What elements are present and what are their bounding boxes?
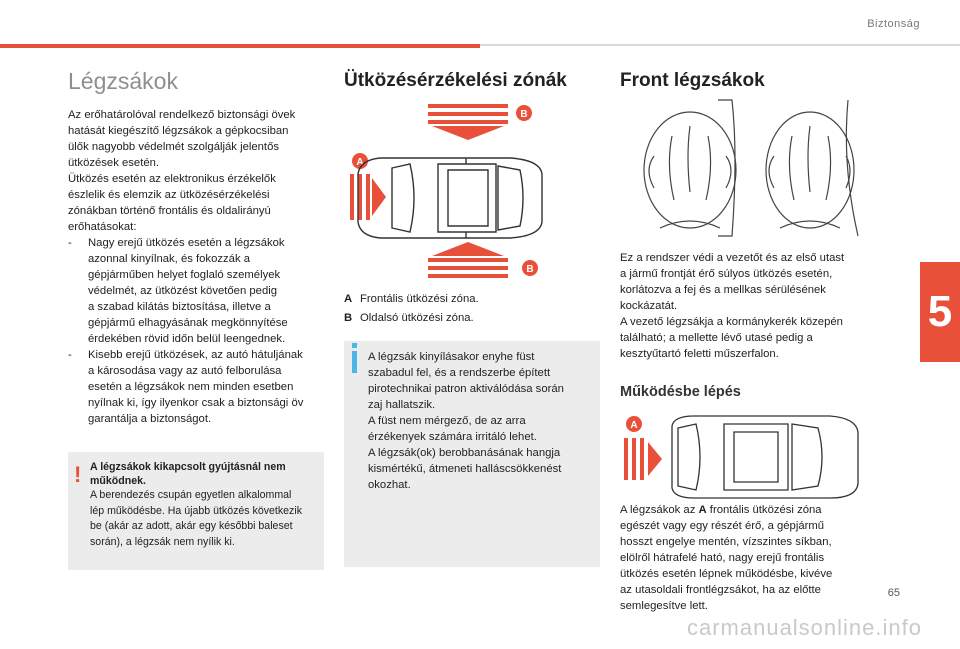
- activation-description: A légzsákok az A frontális ütközési zóna egészét vagy egy részét érő, a gépjármű hosszt engelye mentén, vízszintes síkban, elölről hátrafelé ható, nagy erejű frontális ütközés esetén lépnek működésbe, kivéve az utasoldali frontlégzsákot, ha az előtte semlegesítve lett.: [620, 504, 833, 612]
- diagram-legend: [344, 290, 479, 328]
- page-title: Légzsákok: [68, 68, 178, 94]
- impact-zones-diagram: [348, 104, 544, 278]
- side-impact-arrow-bottom: [428, 242, 508, 278]
- warning-box: [68, 452, 324, 570]
- subsection-heading: Működésbe lépés: [620, 384, 741, 400]
- section-label: Biztonság: [867, 18, 920, 30]
- front-airbags-illustration: [620, 96, 862, 238]
- top-accent-bar: [0, 44, 480, 48]
- info-box: [344, 341, 600, 567]
- zone-a-label: A: [356, 157, 364, 168]
- warning-icon: !: [74, 462, 82, 487]
- warning-title: A légzsákok kikapcsolt gyújtásnál nem működnek.: [90, 461, 286, 487]
- front-impact-arrow: [350, 174, 386, 220]
- watermark: carmanualsonline.info: [686, 615, 922, 640]
- legend-item: B Oldalsó ütközési zóna.: [344, 312, 474, 324]
- intro-paragraph: Az erőhatárolóval rendelkező biztonsági övek hatását kiegészítő légzsákok a gépkocsiban ülők nagyobb védelmét szolgálják jelentős ütközések esetén. Ütközés esetén az elektronikus érzékelők észlelik és elemzik az ütközésérzékelési zónákban történő frontális és oldalirányú erőhatásokat:: [68, 109, 296, 233]
- page-number: 65: [887, 587, 900, 599]
- front-impact-arrow: [624, 438, 662, 480]
- warning-text: A berendezés csupán egyetlen alkalommal lép működésbe. Ha újabb ütközés következik be (akár az adott, akár egy későbbi baleset során), a légzsák nem nyílik ki.: [90, 489, 302, 548]
- list-item: - Kisebb erejű ütközések, az autó hátuljának a károsodása vagy az autó felborulása esetén a légzsákok nem minden esetben nyílnak ki, így ilyenkor csak a biztonsági öv garantálja a biztonságot.: [68, 347, 324, 427]
- section-heading: Front légzsákok: [620, 70, 765, 91]
- door-pillar-right: [846, 100, 858, 236]
- front-airbags-description: Ez a rendszer védi a vezetőt és az első utast a jármű frontját érő súlyos ütközés esetén, korlátozva a fej és a mellkas sérülésének kockázatát. A vezető légzsákja a kormánykerék közepén található; a mellette lévő utasé pedig a kesztyűtartó feletti műszerfalon.: [620, 252, 845, 360]
- top-divider: [480, 44, 960, 46]
- legend-item: A Frontális ütközési zóna.: [344, 293, 479, 305]
- info-icon: [352, 351, 357, 373]
- section-heading: Ütközésérzékelési zónák: [344, 70, 567, 91]
- zone-b-label-top: B: [520, 109, 528, 120]
- info-text: A légzsák kinyílásakor enyhe füst szabadul fel, és a rendszerbe épített pirotechnikai patron aktiválódása során zaj hallatszik. A füst nem mérgező, de az arra érzékenyek számára irritáló lehet. A légzsák(ok) berobbanásának hangja kismértékű, átmeneti halláscsökkenést okozhat.: [368, 351, 564, 491]
- side-impact-arrow-top: [428, 104, 508, 140]
- car-top-view: [672, 416, 858, 498]
- column-airbags: [68, 62, 324, 548]
- impact-list: [68, 235, 324, 427]
- frontal-impact-diagram: [620, 414, 862, 500]
- zone-b-label-bottom: B: [526, 264, 534, 275]
- column-front-airbags: [620, 62, 862, 612]
- zone-a-label: A: [630, 420, 638, 431]
- chapter-tab[interactable]: 5: [920, 262, 960, 362]
- column-detection-zones: [344, 62, 600, 491]
- car-top-view: [358, 158, 542, 238]
- list-item: - Nagy erejű ütközés esetén a légzsákok azonnal kinyílnak, és fokozzák a gépjárműben helyet foglaló személyek védelmét, az ütközést követően pedig a szabad kilátás biztosítása, illetve a gépjármű elhagyásának megkönnyítése érdekében rövid időn belül leengednek.: [68, 235, 324, 347]
- door-pillar-left: [718, 100, 735, 236]
